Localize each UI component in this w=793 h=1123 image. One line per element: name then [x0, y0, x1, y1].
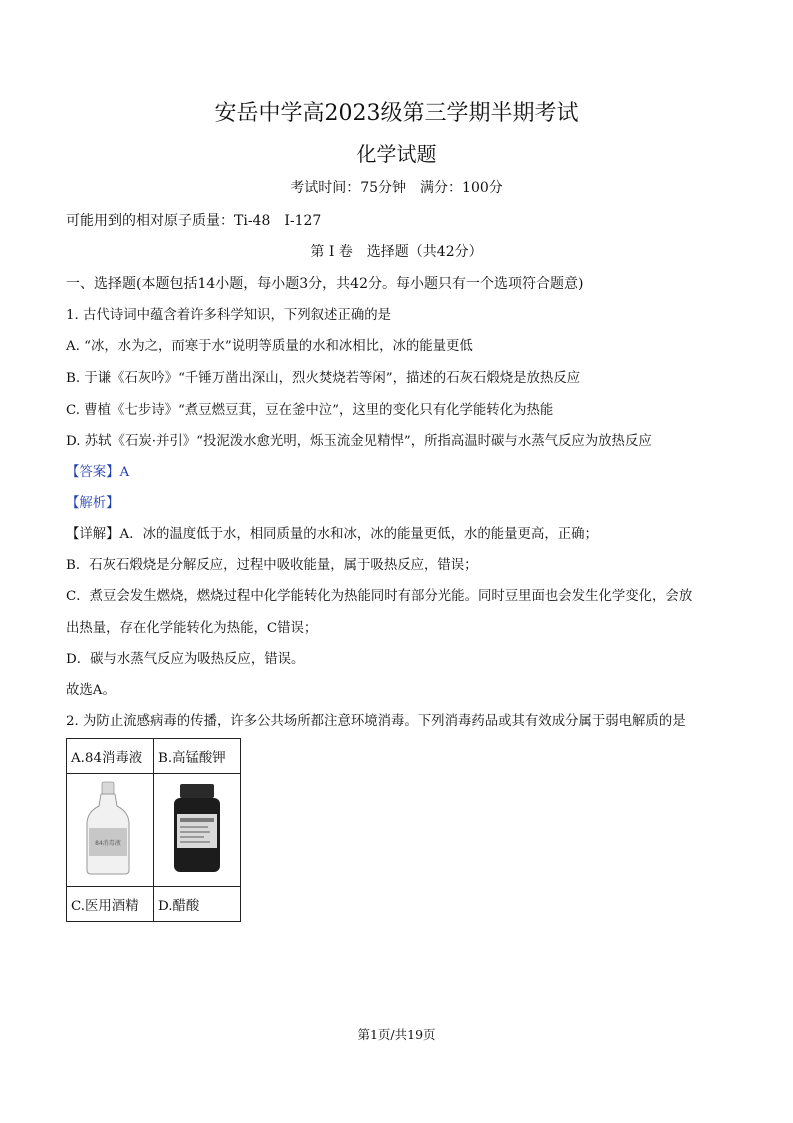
question-1-option-b: B. 于谦《石灰吟》“千锤万凿出深山，烈火焚烧若等闲”，描述的石灰石煅烧是放热反应: [66, 371, 581, 386]
analysis-line: 出热量，存在化学能转化为热能，C错误；: [66, 621, 318, 636]
atomic-masses: 可能用到的相对原子质量：Ti-48 I-127: [66, 213, 322, 229]
section-title: 第 I 卷 选择题（共42分）: [310, 244, 483, 260]
option-a-label: A.84消毒液: [67, 739, 154, 774]
option-d-label: D.醋酸: [154, 887, 241, 922]
question-2-stem: 2. 为防止流感病毒的传播，许多公共场所都注意环境消毒。下列消毒药品或其有效成分属于弱电解质的是: [66, 714, 686, 729]
jar-potassium-permanganate-icon: [158, 778, 236, 878]
analysis-line: 故选A。: [66, 683, 116, 698]
option-b-image-cell: [154, 774, 241, 887]
analysis-line: 【详解】A．冰的温度低于水，相同质量的水和冰，冰的能量更低，水的能量更高，正确；: [66, 527, 598, 542]
question-1-option-d: D. 苏轼《石炭·并引》“投泥泼水愈光明，烁玉流金见精悍”，所指高温时碳与水蒸气反应为放热反应: [66, 434, 652, 449]
option-b-label: B.高锰酸钾: [154, 739, 241, 774]
question-1-stem: 1. 古代诗词中蕴含着许多科学知识，下列叙述正确的是: [66, 308, 392, 323]
question-1-option-c: C. 曹植《七步诗》“煮豆燃豆萁，豆在釜中泣”，这里的变化只有化学能转化为热能: [66, 403, 554, 418]
question-1-option-a: A. “冰，水为之，而寒于水”说明等质量的水和冰相比，冰的能量更低: [66, 339, 473, 354]
bottle-label-text: 84消毒液: [95, 840, 121, 847]
question-2-options-table: [66, 738, 241, 922]
option-a-image-cell: [67, 774, 154, 887]
answer-label: 【答案】A: [66, 465, 130, 480]
exam-info: 考试时间：75分钟 满分：100分: [290, 180, 503, 196]
analysis-line: B．石灰石煅烧是分解反应，过程中吸收能量，属于吸热反应，错误；: [66, 558, 478, 573]
analysis-line: D．碳与水蒸气反应为吸热反应，错误。: [66, 652, 305, 667]
analysis-label: 【解析】: [66, 496, 120, 511]
exam-subtitle: 化学试题: [356, 142, 437, 166]
analysis-line: C．煮豆会发生燃烧，燃烧过程中化学能转化为热能同时有部分光能。同时豆里面也会发生化学变化，会放: [66, 589, 693, 604]
option-c-label: C.医用酒精: [67, 887, 154, 922]
section-instructions: 一、选择题(本题包括14小题，每小题3分，共42分。每小题只有一个选项符合题意): [66, 276, 584, 292]
page-footer: 第1页/共19页: [357, 1027, 436, 1042]
exam-title: 安岳中学高2023级第三学期半期考试: [214, 101, 579, 126]
bottle-84-disinfectant-icon: [71, 778, 149, 878]
